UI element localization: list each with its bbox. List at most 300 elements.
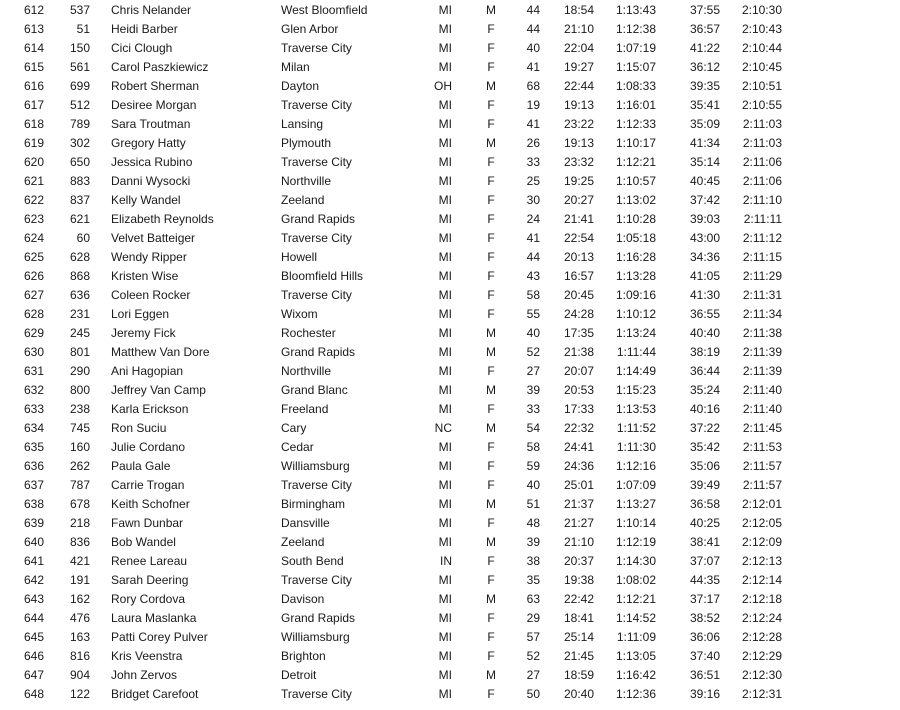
split-2-cell: 1:08:33 — [615, 79, 656, 93]
runner-name-cell: Jessica Rubino — [111, 155, 193, 169]
split-3-cell: 41:22 — [689, 41, 720, 55]
table-row — [0, 590, 900, 609]
table-row — [0, 476, 900, 495]
table-row — [0, 134, 900, 153]
split-1-cell: 21:45 — [563, 649, 594, 663]
place-cell: 616 — [24, 79, 45, 93]
total-time-cell: 2:11:03 — [742, 117, 782, 131]
place-cell: 637 — [24, 478, 45, 492]
table-row — [0, 153, 900, 172]
split-2-cell: 1:13:02 — [615, 193, 656, 207]
runner-name-cell: Patti Corey Pulver — [111, 630, 208, 644]
total-time-cell: 2:12:01 — [741, 497, 782, 511]
split-2-cell: 1:12:19 — [615, 535, 656, 549]
gender-cell: F — [487, 22, 495, 36]
state-cell: MI — [438, 383, 452, 397]
age-cell: 40 — [526, 41, 540, 55]
state-cell: MI — [438, 345, 452, 359]
split-1-cell: 21:37 — [563, 497, 594, 511]
place-cell: 623 — [24, 212, 45, 226]
place-cell: 624 — [24, 231, 45, 245]
bib-cell: 561 — [69, 60, 90, 74]
total-time-cell: 2:12:29 — [741, 649, 782, 663]
age-cell: 33 — [526, 402, 540, 416]
table-row — [0, 419, 900, 438]
total-time-cell: 2:11:10 — [742, 193, 782, 207]
split-2-cell: 1:10:57 — [615, 174, 656, 188]
city-cell: Bloomfield Hills — [281, 269, 364, 283]
age-cell: 59 — [526, 459, 540, 473]
table-row — [0, 343, 900, 362]
gender-cell: F — [487, 307, 495, 321]
split-1-cell: 19:13 — [563, 136, 594, 150]
place-cell: 640 — [24, 535, 45, 549]
state-cell: MI — [438, 459, 452, 473]
gender-cell: M — [486, 535, 496, 549]
place-cell: 647 — [24, 668, 45, 682]
split-2-cell: 1:13:24 — [615, 326, 656, 340]
runner-name-cell: Ani Hagopian — [111, 364, 184, 378]
gender-cell: M — [486, 668, 496, 682]
total-time-cell: 2:11:06 — [742, 155, 782, 169]
place-cell: 631 — [24, 364, 45, 378]
total-time-cell: 2:11:40 — [742, 402, 782, 416]
split-3-cell: 40:45 — [689, 174, 720, 188]
split-2-cell: 1:12:36 — [615, 687, 656, 701]
place-cell: 621 — [24, 174, 45, 188]
split-3-cell: 35:14 — [689, 155, 720, 169]
place-cell: 644 — [24, 611, 45, 625]
table-row — [0, 20, 900, 39]
split-3-cell: 35:42 — [689, 440, 720, 454]
table-row — [0, 571, 900, 590]
city-cell: Plymouth — [281, 136, 332, 150]
age-cell: 50 — [526, 687, 540, 701]
gender-cell: F — [487, 174, 495, 188]
place-cell: 635 — [24, 440, 45, 454]
age-cell: 52 — [526, 649, 540, 663]
bib-cell: 628 — [69, 250, 90, 264]
place-cell: 615 — [24, 60, 45, 74]
bib-cell: 801 — [69, 345, 90, 359]
split-3-cell: 36:12 — [689, 60, 720, 74]
bib-cell: 51 — [76, 22, 90, 36]
bib-cell: 163 — [69, 630, 90, 644]
city-cell: Rochester — [281, 326, 336, 340]
city-cell: Grand Rapids — [281, 212, 356, 226]
bib-cell: 904 — [69, 668, 90, 682]
place-cell: 639 — [24, 516, 45, 530]
split-1-cell: 18:41 — [563, 611, 594, 625]
split-1-cell: 16:57 — [563, 269, 594, 283]
gender-cell: F — [487, 288, 495, 302]
place-cell: 642 — [24, 573, 45, 587]
split-3-cell: 43:00 — [689, 231, 720, 245]
state-cell: MI — [438, 497, 452, 511]
age-cell: 38 — [526, 554, 540, 568]
place-cell: 636 — [24, 459, 45, 473]
total-time-cell: 2:11:06 — [742, 174, 782, 188]
runner-name-cell: Kelly Wandel — [111, 193, 181, 207]
table-row — [0, 666, 900, 685]
split-1-cell: 24:28 — [563, 307, 594, 321]
runner-name-cell: Sara Troutman — [111, 117, 191, 131]
age-cell: 63 — [526, 592, 540, 606]
split-3-cell: 36:57 — [689, 22, 720, 36]
split-1-cell: 22:44 — [563, 79, 594, 93]
state-cell: MI — [438, 193, 452, 207]
place-cell: 632 — [24, 383, 45, 397]
bib-cell: 836 — [69, 535, 90, 549]
split-2-cell: 1:14:30 — [615, 554, 656, 568]
split-3-cell: 36:44 — [689, 364, 720, 378]
runner-name-cell: Jeffrey Van Camp — [111, 383, 206, 397]
place-cell: 625 — [24, 250, 45, 264]
total-time-cell: 2:11:15 — [742, 250, 782, 264]
city-cell: Northville — [281, 364, 332, 378]
split-1-cell: 21:10 — [563, 22, 594, 36]
age-cell: 68 — [526, 79, 540, 93]
age-cell: 48 — [526, 516, 540, 530]
bib-cell: 787 — [69, 478, 90, 492]
place-cell: 628 — [24, 307, 45, 321]
split-1-cell: 20:37 — [563, 554, 594, 568]
city-cell: Dayton — [281, 79, 320, 93]
total-time-cell: 2:12:05 — [741, 516, 782, 530]
runner-name-cell: Carrie Trogan — [111, 478, 185, 492]
gender-cell: F — [487, 516, 495, 530]
split-2-cell: 1:12:16 — [615, 459, 656, 473]
city-cell: Dansville — [281, 516, 330, 530]
city-cell: Traverse City — [281, 155, 352, 169]
split-2-cell: 1:08:02 — [615, 573, 656, 587]
split-3-cell: 37:07 — [689, 554, 720, 568]
table-row — [0, 628, 900, 647]
total-time-cell: 2:10:45 — [741, 60, 782, 74]
state-cell: MI — [438, 22, 452, 36]
split-1-cell: 22:04 — [563, 41, 594, 55]
split-1-cell: 25:14 — [563, 630, 594, 644]
gender-cell: F — [487, 611, 495, 625]
age-cell: 54 — [526, 421, 540, 435]
split-2-cell: 1:11:44 — [616, 345, 656, 359]
city-cell: Williamsburg — [281, 459, 350, 473]
place-cell: 618 — [24, 117, 45, 131]
city-cell: Traverse City — [281, 288, 352, 302]
split-3-cell: 35:24 — [689, 383, 720, 397]
split-2-cell: 1:15:07 — [615, 60, 656, 74]
bib-cell: 789 — [69, 117, 90, 131]
age-cell: 27 — [526, 364, 540, 378]
place-cell: 646 — [24, 649, 45, 663]
gender-cell: M — [486, 326, 496, 340]
split-1-cell: 19:25 — [563, 174, 594, 188]
city-cell: Traverse City — [281, 41, 352, 55]
gender-cell: M — [486, 79, 496, 93]
table-row — [0, 324, 900, 343]
total-time-cell: 2:10:43 — [741, 22, 782, 36]
gender-cell: F — [487, 212, 495, 226]
total-time-cell: 2:11:39 — [742, 364, 782, 378]
bib-cell: 512 — [69, 98, 90, 112]
split-2-cell: 1:13:28 — [615, 269, 656, 283]
place-cell: 614 — [24, 41, 45, 55]
city-cell: Grand Rapids — [281, 611, 356, 625]
age-cell: 41 — [526, 231, 540, 245]
table-row — [0, 552, 900, 571]
place-cell: 619 — [24, 136, 45, 150]
bib-cell: 816 — [69, 649, 90, 663]
table-row — [0, 267, 900, 286]
state-cell: MI — [438, 98, 452, 112]
city-cell: Davison — [281, 592, 325, 606]
bib-cell: 238 — [69, 402, 90, 416]
place-cell: 634 — [24, 421, 45, 435]
runner-name-cell: Carol Paszkiewicz — [111, 60, 209, 74]
split-3-cell: 35:09 — [689, 117, 720, 131]
split-1-cell: 18:59 — [563, 668, 594, 682]
split-2-cell: 1:16:28 — [615, 250, 656, 264]
state-cell: MI — [438, 269, 452, 283]
state-cell: MI — [438, 174, 452, 188]
split-1-cell: 24:36 — [563, 459, 594, 473]
split-1-cell: 19:38 — [563, 573, 594, 587]
state-cell: MI — [438, 402, 452, 416]
split-1-cell: 20:13 — [563, 250, 594, 264]
age-cell: 52 — [526, 345, 540, 359]
total-time-cell: 2:11:57 — [742, 478, 782, 492]
state-cell: MI — [438, 364, 452, 378]
split-3-cell: 37:55 — [689, 3, 720, 17]
place-cell: 622 — [24, 193, 45, 207]
split-2-cell: 1:07:09 — [615, 478, 656, 492]
city-cell: Grand Blanc — [281, 383, 348, 397]
gender-cell: F — [487, 573, 495, 587]
split-2-cell: 1:13:53 — [615, 402, 656, 416]
state-cell: MI — [438, 649, 452, 663]
total-time-cell: 2:11:40 — [742, 383, 782, 397]
split-3-cell: 40:16 — [689, 402, 720, 416]
runner-name-cell: Coleen Rocker — [111, 288, 191, 302]
age-cell: 44 — [526, 3, 540, 17]
split-2-cell: 1:16:42 — [615, 668, 656, 682]
bib-cell: 883 — [69, 174, 90, 188]
total-time-cell: 2:12:18 — [741, 592, 782, 606]
state-cell: MI — [438, 250, 452, 264]
table-row — [0, 609, 900, 628]
total-time-cell: 2:11:11 — [743, 212, 782, 226]
bib-cell: 60 — [76, 231, 90, 245]
split-3-cell: 44:35 — [689, 573, 720, 587]
split-1-cell: 21:38 — [563, 345, 594, 359]
age-cell: 33 — [526, 155, 540, 169]
place-cell: 630 — [24, 345, 45, 359]
place-cell: 648 — [24, 687, 45, 701]
bib-cell: 150 — [69, 41, 90, 55]
split-2-cell: 1:10:17 — [615, 136, 656, 150]
runner-name-cell: John Zervos — [111, 668, 178, 682]
age-cell: 51 — [526, 497, 540, 511]
split-1-cell: 23:32 — [563, 155, 594, 169]
runner-name-cell: Lori Eggen — [111, 307, 170, 321]
runner-name-cell: Heidi Barber — [111, 22, 178, 36]
split-1-cell: 20:07 — [563, 364, 594, 378]
split-3-cell: 38:41 — [689, 535, 720, 549]
bib-cell: 290 — [69, 364, 90, 378]
age-cell: 25 — [526, 174, 540, 188]
split-2-cell: 1:14:52 — [615, 611, 656, 625]
total-time-cell: 2:12:31 — [741, 687, 782, 701]
city-cell: Zeeland — [281, 535, 325, 549]
age-cell: 58 — [526, 440, 540, 454]
split-3-cell: 35:41 — [689, 98, 720, 112]
total-time-cell: 2:12:14 — [741, 573, 782, 587]
runner-name-cell: Renee Lareau — [111, 554, 188, 568]
runner-name-cell: Fawn Dunbar — [111, 516, 184, 530]
split-3-cell: 36:55 — [689, 307, 720, 321]
gender-cell: F — [487, 117, 495, 131]
age-cell: 19 — [526, 98, 540, 112]
gender-cell: M — [486, 3, 496, 17]
state-cell: MI — [438, 3, 452, 17]
city-cell: Traverse City — [281, 573, 352, 587]
age-cell: 24 — [526, 212, 540, 226]
split-3-cell: 36:06 — [689, 630, 720, 644]
runner-name-cell: Elizabeth Reynolds — [111, 212, 214, 226]
split-3-cell: 37:40 — [689, 649, 720, 663]
gender-cell: M — [486, 421, 496, 435]
bib-cell: 191 — [69, 573, 90, 587]
place-cell: 641 — [24, 554, 45, 568]
table-row — [0, 305, 900, 324]
city-cell: Lansing — [281, 117, 324, 131]
gender-cell: F — [487, 402, 495, 416]
split-1-cell: 20:45 — [563, 288, 594, 302]
split-1-cell: 22:42 — [563, 592, 594, 606]
place-cell: 627 — [24, 288, 45, 302]
table-row — [0, 248, 900, 267]
state-cell: MI — [438, 440, 452, 454]
split-1-cell: 20:40 — [563, 687, 594, 701]
gender-cell: F — [487, 478, 495, 492]
bib-cell: 837 — [69, 193, 90, 207]
table-row — [0, 77, 900, 96]
split-3-cell: 39:03 — [689, 212, 720, 226]
city-cell: Cary — [281, 421, 307, 435]
table-row — [0, 96, 900, 115]
place-cell: 620 — [24, 155, 45, 169]
gender-cell: F — [487, 98, 495, 112]
runner-name-cell: Karla Erickson — [111, 402, 189, 416]
age-cell: 58 — [526, 288, 540, 302]
results-table — [0, 1, 900, 704]
split-1-cell: 17:33 — [563, 402, 594, 416]
gender-cell: F — [487, 269, 495, 283]
runner-name-cell: Bridget Carefoot — [111, 687, 199, 701]
split-1-cell: 23:22 — [563, 117, 594, 131]
split-1-cell: 19:27 — [563, 60, 594, 74]
bib-cell: 650 — [69, 155, 90, 169]
table-row — [0, 647, 900, 666]
table-row — [0, 533, 900, 552]
state-cell: MI — [438, 687, 452, 701]
place-cell: 633 — [24, 402, 45, 416]
state-cell: MI — [438, 307, 452, 321]
age-cell: 27 — [526, 668, 540, 682]
age-cell: 29 — [526, 611, 540, 625]
bib-cell: 218 — [69, 516, 90, 530]
table-row — [0, 39, 900, 58]
city-cell: Zeeland — [281, 193, 325, 207]
split-3-cell: 36:58 — [689, 497, 720, 511]
bib-cell: 678 — [69, 497, 90, 511]
state-cell: MI — [438, 611, 452, 625]
table-row — [0, 381, 900, 400]
runner-name-cell: Velvet Batteiger — [111, 231, 196, 245]
total-time-cell: 2:10:30 — [741, 3, 782, 17]
state-cell: MI — [438, 478, 452, 492]
total-time-cell: 2:11:12 — [742, 231, 782, 245]
city-cell: Traverse City — [281, 98, 352, 112]
gender-cell: F — [487, 60, 495, 74]
state-cell: MI — [438, 117, 452, 131]
state-cell: IN — [440, 554, 452, 568]
split-2-cell: 1:12:21 — [615, 592, 656, 606]
bib-cell: 800 — [69, 383, 90, 397]
table-row — [0, 115, 900, 134]
split-2-cell: 1:11:52 — [616, 421, 656, 435]
split-2-cell: 1:12:33 — [615, 117, 656, 131]
split-2-cell: 1:13:05 — [615, 649, 656, 663]
runner-name-cell: Chris Nelander — [111, 3, 192, 17]
split-1-cell: 21:10 — [563, 535, 594, 549]
place-cell: 638 — [24, 497, 45, 511]
age-cell: 41 — [526, 60, 540, 74]
split-3-cell: 38:52 — [689, 611, 720, 625]
bib-cell: 699 — [69, 79, 90, 93]
gender-cell: F — [487, 231, 495, 245]
age-cell: 44 — [526, 250, 540, 264]
state-cell: OH — [434, 79, 452, 93]
split-3-cell: 39:16 — [689, 687, 720, 701]
city-cell: Cedar — [281, 440, 314, 454]
gender-cell: M — [486, 592, 496, 606]
split-3-cell: 34:36 — [689, 250, 720, 264]
age-cell: 40 — [526, 478, 540, 492]
city-cell: Grand Rapids — [281, 345, 356, 359]
split-1-cell: 24:41 — [563, 440, 594, 454]
split-3-cell: 41:34 — [689, 136, 720, 150]
total-time-cell: 2:12:28 — [741, 630, 782, 644]
split-1-cell: 21:27 — [563, 516, 594, 530]
place-cell: 645 — [24, 630, 45, 644]
state-cell: MI — [438, 231, 452, 245]
runner-name-cell: Cici Clough — [111, 41, 173, 55]
city-cell: Traverse City — [281, 231, 352, 245]
runner-name-cell: Danni Wysocki — [111, 174, 191, 188]
table-row — [0, 58, 900, 77]
split-2-cell: 1:11:30 — [616, 440, 656, 454]
split-2-cell: 1:10:12 — [615, 307, 656, 321]
total-time-cell: 2:12:13 — [741, 554, 782, 568]
state-cell: MI — [438, 136, 452, 150]
runner-name-cell: Bob Wandel — [111, 535, 176, 549]
total-time-cell: 2:12:09 — [741, 535, 782, 549]
split-1-cell: 20:27 — [563, 193, 594, 207]
split-2-cell: 1:14:49 — [615, 364, 656, 378]
total-time-cell: 2:11:45 — [742, 421, 782, 435]
split-2-cell: 1:13:27 — [615, 497, 656, 511]
